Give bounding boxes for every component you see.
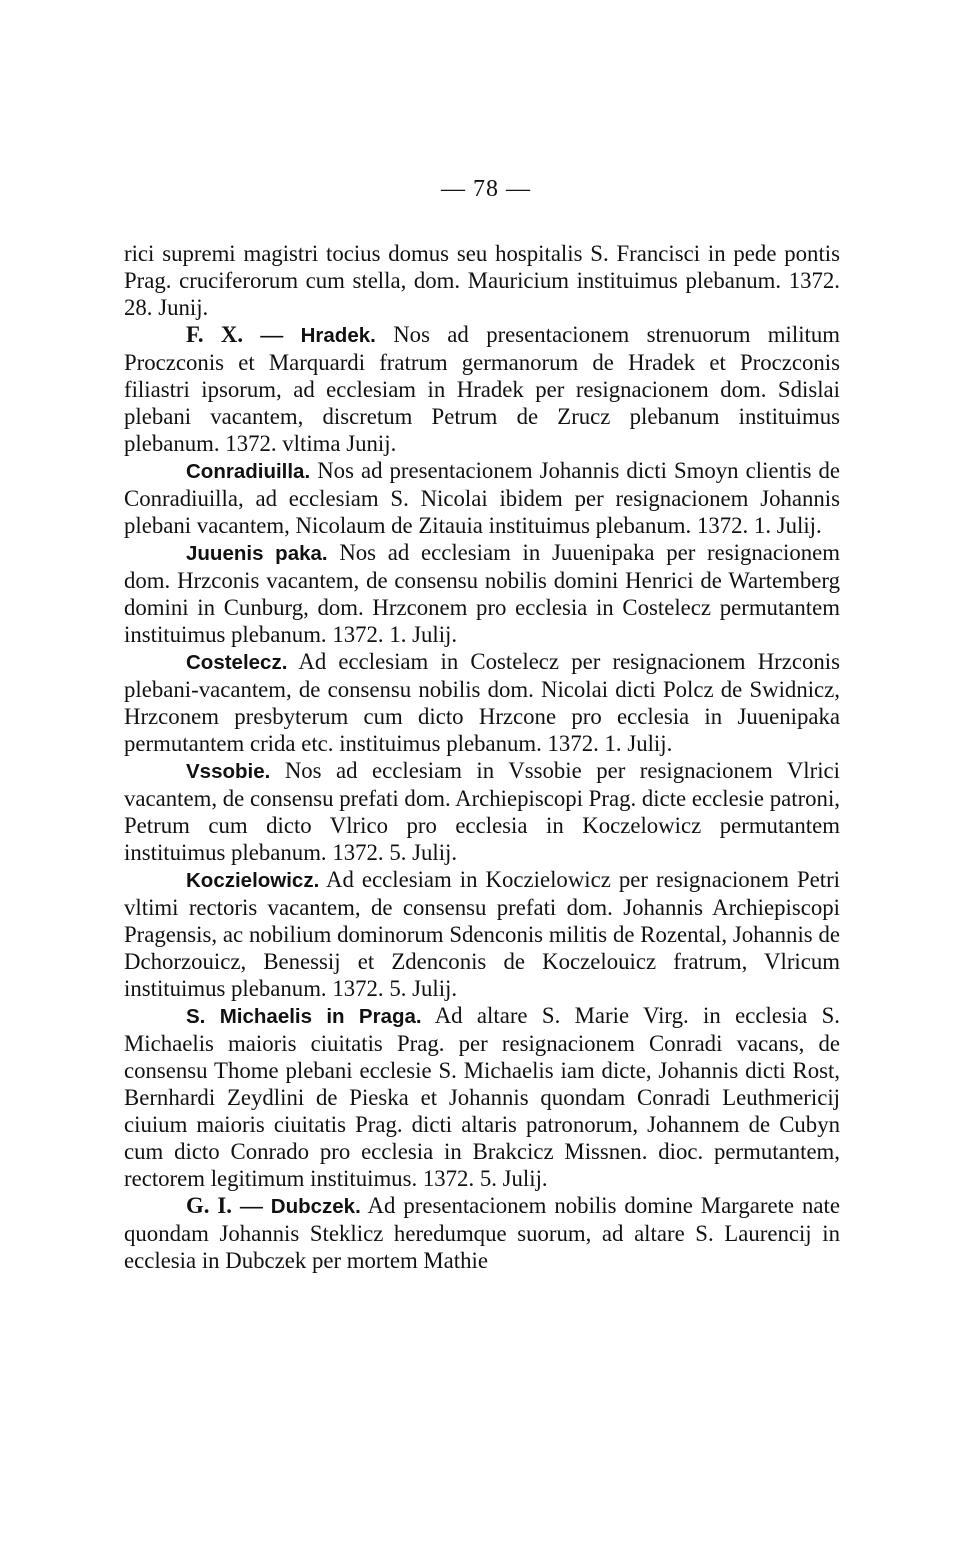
entry-conradiuilla: [124, 457, 840, 539]
paragraph-continuation: [124, 240, 840, 321]
entry-text: Ad altare S. Marie Virg. in ecclesia S. Michaelis maioris ciuitatis Prag. per resignacionem Conradi vacans, de consensu Thome plebani ecclesie S. Michaelis iam dicte, Johannis dicti Rost, Bernhardi Zeydlini de Pieska et Johannis quondam Conradi Leuthmericij ciuium maioris ciuitatis Prag. dicti altaris patronorum, Johannem de Cubyn cum dicto Conrado pro ecclesia in Brakcicz Missnen. dioc. permutantem, rectorem legitimum instituimus. 1372. 5. Julij.: [124, 1003, 841, 1191]
entry-vssobie: [124, 757, 840, 866]
entry-dubczek: [124, 1192, 840, 1274]
entry-sigla: G. I. —: [186, 1193, 263, 1218]
entry-text: Ad ecclesiam in Costelecz per resignacionem Hrzconis plebani-vacantem, de consensu nobilis dom. Nicolai dicti Polcz de Swidnicz, Hrzconem presbyterum cum dicto Hrzcone pro ecclesia in Juuenipaka permutantem crida etc. instituimus plebanum. 1372. 1. Julij.: [124, 649, 840, 756]
entry-place-name: Vssobie.: [186, 760, 271, 783]
entry-place-name: Koczielowicz.: [186, 869, 320, 892]
entry-s-michaelis: [124, 1002, 840, 1192]
entry-juuenis-paka: [124, 539, 840, 648]
entry-place-name: Conradiuilla.: [186, 460, 311, 483]
entry-text: Ad presentacionem nobilis domine Margarete nate quondam Johannis Steklicz heredumque suorum, ad altare S. Laurencij in ecclesia in Dubczek per mortem Mathie: [124, 1193, 840, 1273]
entry-text: Nos ad ecclesiam in Juuenipaka per resignacionem dom. Hrzconis vacantem, de consensu nobilis domini Henrici de Wartemberg domini in Cunburg, dom. Hrzconem pro ecclesia in Costelecz permutantem instituimus plebanum. 1372. 1. Julij.: [124, 540, 840, 647]
entry-place-name: Hradek.: [300, 324, 376, 347]
entry-sigla: F. X. —: [186, 322, 284, 347]
document-page: [124, 174, 840, 1274]
entry-place-name: S. Michaelis in Praga.: [186, 1005, 422, 1028]
document-body: [124, 240, 840, 1274]
page-number: — 78 —: [441, 176, 531, 202]
entry-text: Nos ad presentacionem strenuorum militum Proczconis et Marquardi fratrum germanorum de Hradek et Proczconis filiastri ipsorum, ad ecclesiam in Hradek per resignacionem dom. Sdislai plebani vacantem, discretum Petrum de Zrucz plebanum instituimus plebanum. 1372. vltima Junij.: [124, 322, 841, 456]
entry-text: Nos ad ecclesiam in Vssobie per resignacionem Vlrici vacantem, de consensu prefati dom. Archiepiscopi Prag. dicte ecclesie patroni, Petrum cum dicto Vlrico pro ecclesia in Koczelowicz permutantem instituimus plebanum. 1372. 5. Julij.: [124, 758, 840, 865]
entry-place-name: Juuenis paka.: [186, 542, 328, 565]
paragraph-text: rici supremi magistri tocius domus seu hospitalis S. Francisci in pede pontis Prag. cruciferorum cum stella, dom. Mauricium instituimus plebanum. 1372. 28. Junij.: [124, 241, 840, 320]
entry-hradek: [124, 321, 840, 457]
entry-costelecz: [124, 648, 840, 757]
entry-koczielowicz: [124, 866, 840, 1002]
entry-place-name: Costelecz.: [186, 651, 288, 674]
entry-text: Nos ad presentacionem Johannis dicti Smoyn clientis de Conradiuilla, ad ecclesiam S. Nicolai ibidem per resignacionem Johannis plebani vacantem, Nicolaum de Zitauia instituimus plebanum. 1372. 1. Julij.: [124, 458, 841, 538]
entry-place-name: Dubczek.: [270, 1195, 361, 1218]
entry-text: Ad ecclesiam in Koczielowicz per resignacionem Petri vltimi rectoris vacantem, de consensu prefati dom. Johannis Archiepiscopi Pragensis, ac nobilium dominorum Sdenconis militis de Rozental, Johannis de Dchorzouicz, Benessij et Zdenconis de Koczelouicz fratrum, Vlricum instituimus plebanum. 1372. 5. Julij.: [124, 867, 840, 1001]
